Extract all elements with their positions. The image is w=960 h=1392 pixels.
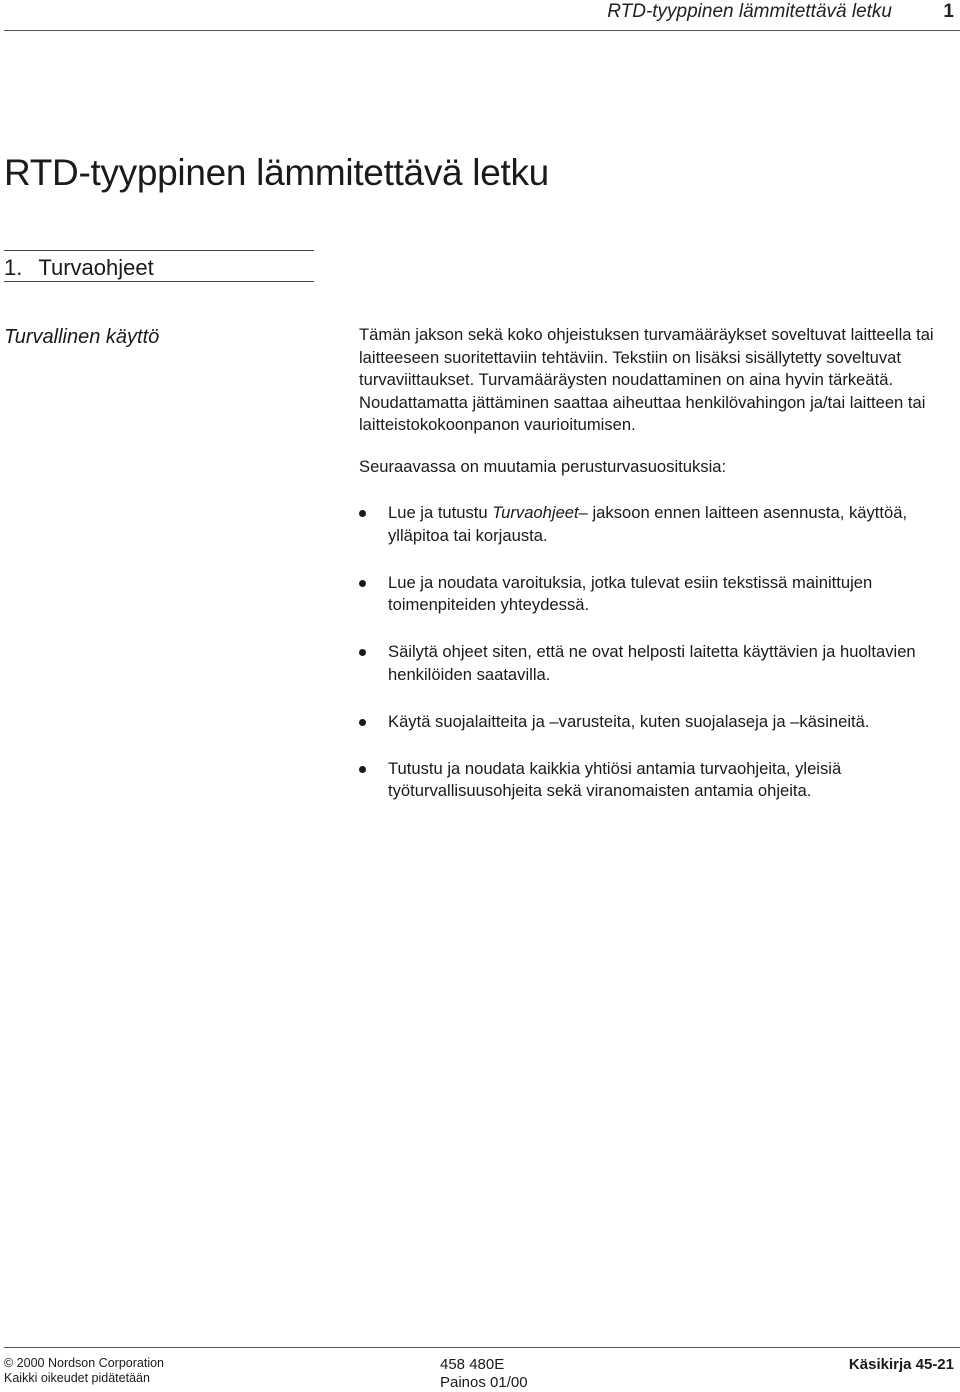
running-title: RTD-tyyppinen lämmitettävä letku xyxy=(607,1,892,22)
page-number: 1 xyxy=(943,1,954,22)
list-item xyxy=(359,711,949,734)
header-rule xyxy=(4,30,960,31)
lead-paragraph: Seuraavassa on muutamia perusturvasuosituksia: xyxy=(359,457,727,476)
section-title: Turvaohjeet xyxy=(38,255,154,280)
section-heading xyxy=(4,255,154,281)
footer-rule xyxy=(4,1347,960,1348)
bullet-text: Säilytä ohjeet siten, että ne ovat helposti laitetta käyttävien ja huoltavien henkilöiden saatavilla. xyxy=(388,642,916,684)
footer-copyright-block xyxy=(4,1356,164,1385)
bullet-icon xyxy=(359,766,366,773)
section-number: 1. xyxy=(4,255,23,280)
part-number: 458 480E xyxy=(440,1356,505,1373)
bullet-text: Tutustu ja noudata kaikkia yhtiösi antamia turvaohjeita, yleisiä työturvallisuusohjeita sekä viranomaisten antamia ohjeita. xyxy=(388,758,842,800)
rights-text: Kaikki oikeudet pidätetään xyxy=(4,1370,150,1385)
subsection-heading: Turvallinen käyttö xyxy=(4,326,160,348)
bullet-icon xyxy=(359,510,366,517)
copyright-text: © 2000 Nordson Corporation xyxy=(4,1356,164,1370)
list-item xyxy=(359,572,949,617)
list-item xyxy=(359,758,949,803)
bullet-text-before: Lue ja tutustu xyxy=(388,503,493,522)
bullet-icon xyxy=(359,719,366,726)
bullet-icon xyxy=(359,580,366,587)
running-header xyxy=(0,0,960,30)
intro-paragraph: Tämän jakson sekä koko ohjeistuksen turvamääräykset soveltuvat laitteella tai laitteeseen suoritettaviin tehtäviin. Tekstiin on lisäksi sisällytetty soveltuvat turvaviittaukset. Turvamääräysten noudattaminen on aina hyvin tärkeätä. Noudattamatta jättäminen saattaa aiheuttaa henkilövahingon ja/tai laitteen tai laitteistokokoonpanon vaurioitumisen. xyxy=(359,325,934,434)
bullet-icon xyxy=(359,649,366,656)
section-rule-top xyxy=(4,250,314,251)
edition: Painos 01/00 xyxy=(440,1374,528,1391)
bullet-text-after: – jaksoon ennen laitteen asennusta, käyttöä, ylläpitoa tai korjausta. xyxy=(388,503,908,545)
bullet-emphasis: Turvaohjeet xyxy=(492,503,579,522)
bullet-list xyxy=(359,502,949,827)
list-item xyxy=(359,641,949,686)
manual-page: Käsikirja 45-21 xyxy=(848,1356,954,1373)
list-item xyxy=(359,502,949,547)
document-title: RTD-tyyppinen lämmitettävä letku xyxy=(4,152,549,193)
section-rule-bottom xyxy=(4,281,314,282)
bullet-text: Lue ja noudata varoituksia, jotka tulevat esiin tekstissä mainittujen toimenpiteiden yhteydessä. xyxy=(388,572,873,614)
bullet-text: Käytä suojalaitteita ja –varusteita, kuten suojalaseja ja –käsineitä. xyxy=(388,711,870,731)
